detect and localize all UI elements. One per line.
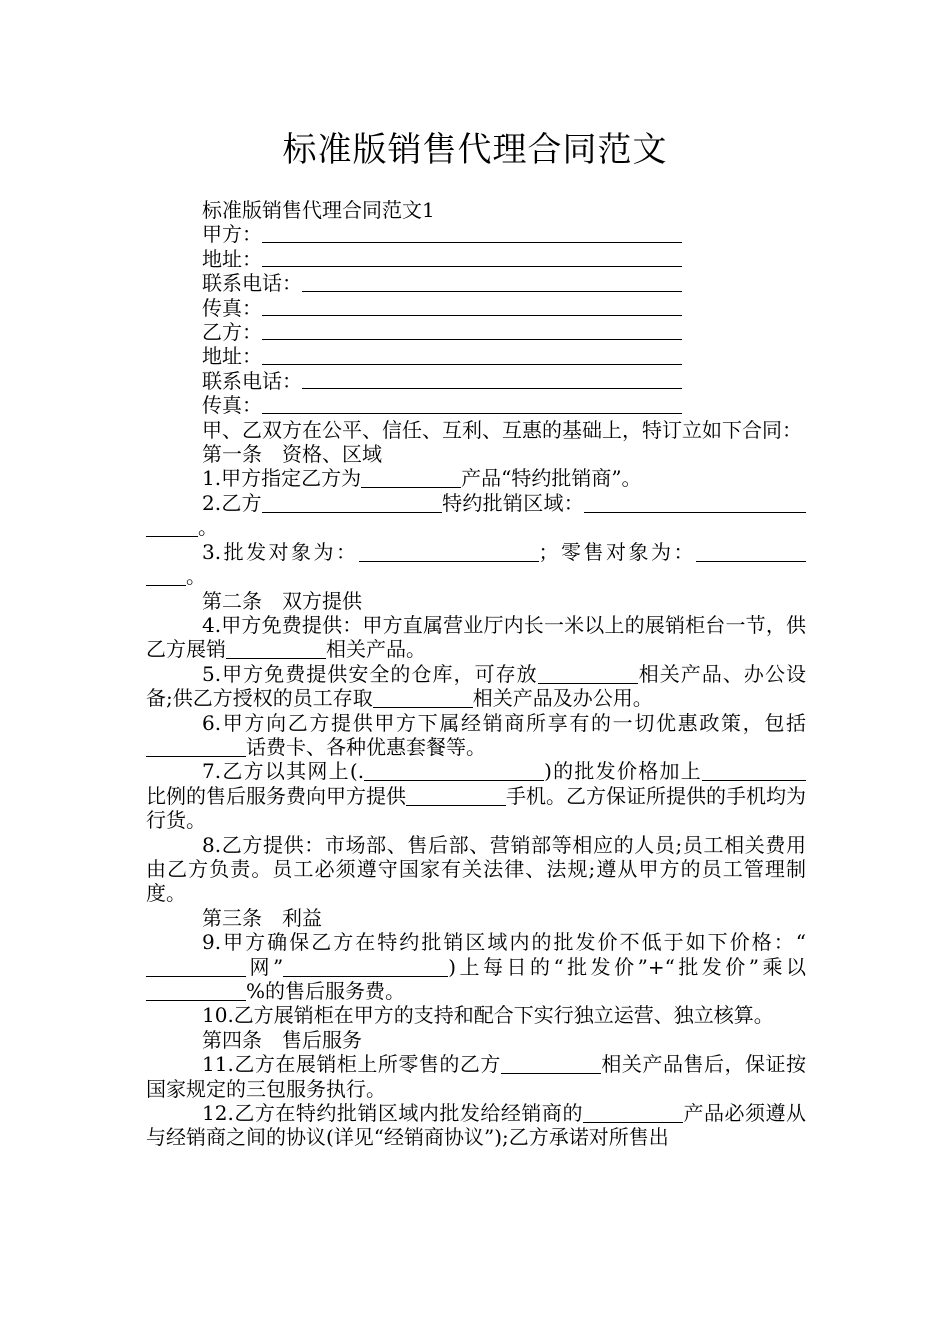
section-heading-1: 第一条 资格、区域 <box>202 442 382 467</box>
clause-9: 9.甲方确保乙方在特约批销区域内的批发价不低于如下价格：“网” )上每日的“批发价”+“批发价”乘以%的售后服务费。 <box>146 930 806 1003</box>
blank-line <box>302 273 682 292</box>
clause-7: 7.乙方以其网上(. )的批发价格加上比例的售后服务费向甲方提供 手机。乙方保证所提供的手机均为行货。 <box>146 759 806 833</box>
clause-6: 6.甲方向乙方提供甲方下属经销商所享有的一切优惠政策，包括话费卡、各种优惠套餐等。 <box>146 711 806 760</box>
blank-line <box>584 492 806 513</box>
section-heading-3: 第三条 利益 <box>202 905 322 930</box>
blank-line <box>262 346 682 365</box>
party-b-label: 乙方： <box>202 320 262 345</box>
subtitle-line <box>146 198 682 222</box>
party-b-phone-label: 联系电话： <box>202 368 302 393</box>
blank-line <box>262 395 682 414</box>
blank-line <box>262 224 682 243</box>
party-a-fax-field <box>146 296 682 320</box>
clause-1: 1.甲方指定乙方为 产品“特约批销商”。 <box>202 466 642 491</box>
party-b-fax-field <box>146 393 682 417</box>
blank-line <box>262 248 682 267</box>
document-body <box>146 198 806 1150</box>
party-b-phone-field <box>146 369 682 393</box>
clause-2: 2.乙方 特约批销区域：。 <box>146 491 806 540</box>
subtitle: 标准版销售代理合同范文1 <box>202 198 435 222</box>
clause-8: 8.乙方提供：市场部、售后部、营销部等相应的人员;员工相关费用由乙方负责。员工必须遵守国家有关法律、法规;遵从甲方的员工管理制度。 <box>146 832 806 906</box>
blank-line <box>359 541 539 562</box>
party-a-address-field <box>146 247 682 271</box>
blank-line <box>146 736 246 757</box>
blank-line <box>146 516 198 537</box>
blank-line <box>283 956 448 977</box>
party-b-fax-label: 传真： <box>202 393 262 418</box>
clause-5: 5.甲方免费提供安全的仓库，可存放 相关产品、办公设备;供乙方授权的员工存取 相关产品及办公用。 <box>146 661 806 711</box>
party-a-address-label: 地址： <box>202 246 262 271</box>
blank-line <box>501 1053 601 1074</box>
section-heading-4: 第四条 售后服务 <box>202 1027 362 1052</box>
clause-11: 11.乙方在展销柜上所零售的乙方 相关产品售后，保证按国家规定的三包服务执行。 <box>146 1052 806 1101</box>
blank-line <box>583 1102 683 1123</box>
blank-line <box>146 565 186 586</box>
party-b-address-label: 地址： <box>202 344 262 369</box>
document-title: 标准版销售代理合同范文 <box>282 130 668 170</box>
blank-line <box>373 687 473 708</box>
blank-line <box>696 541 806 562</box>
party-b-field <box>146 320 682 344</box>
blank-line <box>146 980 246 1001</box>
blank-line <box>262 297 682 316</box>
blank-line <box>538 663 638 684</box>
blank-line <box>262 321 682 340</box>
clause-3: 3.批发对象为： ；零售对象为：。 <box>146 540 806 589</box>
clause-12: 12.乙方在特约批销区域内批发给经销商的 产品必须遵从与经销商之间的协议(详见“经销商协议”);乙方承诺对所售出 <box>146 1101 806 1150</box>
blank-line <box>302 370 682 389</box>
preamble: 甲、乙双方在公平、信任、互利、互惠的基础上，特订立如下合同： <box>202 417 802 442</box>
party-a-phone-label: 联系电话： <box>202 271 302 296</box>
blank-line <box>364 760 544 781</box>
blank-line <box>406 785 506 806</box>
blank-line <box>702 760 778 781</box>
blank-line <box>361 467 461 488</box>
party-b-address-field <box>146 344 682 368</box>
party-a-field <box>146 222 682 246</box>
party-a-phone-field <box>146 271 682 295</box>
blank-line <box>146 956 246 977</box>
section-heading-2: 第二条 双方提供 <box>202 588 362 613</box>
party-a-label: 甲方： <box>202 222 262 247</box>
clause-4: 4.甲方免费提供：甲方直属营业厅内长一米以上的展销柜台一节，供乙方展销 相关产品。 <box>146 612 806 662</box>
blank-line <box>262 492 442 513</box>
clause-10: 10.乙方展销柜在甲方的支持和配合下实行独立运营、独立核算。 <box>202 1003 774 1028</box>
blank-line <box>778 760 806 781</box>
party-a-fax-label: 传真： <box>202 295 262 320</box>
blank-line <box>226 638 326 659</box>
